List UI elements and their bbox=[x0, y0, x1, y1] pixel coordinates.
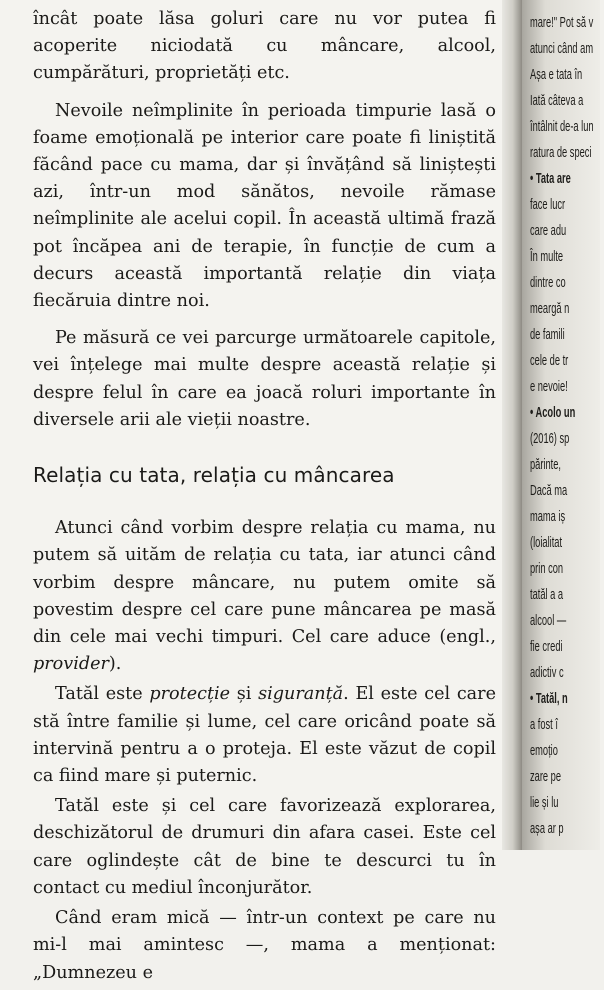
right-page-line: ratura de speci bbox=[530, 144, 592, 161]
p2-italic-b: siguranță bbox=[258, 684, 344, 705]
right-page-line: (loialitat bbox=[530, 534, 563, 551]
right-page-line: Dacă ma bbox=[530, 482, 568, 499]
right-page-line: care adu bbox=[530, 222, 567, 239]
right-page-line: (2016) sp bbox=[530, 430, 570, 447]
right-page-line: alcool — bbox=[530, 612, 567, 629]
paragraph-next-chapters: Pe măsură ce vei parcurge următoarele capitole, vei înțelege mai multe despre această relație și despre felul în care ea joacă roluri importante în diversele arii ale vieții noastre. bbox=[33, 328, 496, 430]
p2-text-b: și bbox=[230, 684, 259, 705]
right-page-line: așa ar p bbox=[530, 820, 564, 837]
right-page-line: întâlnit de-a lun bbox=[530, 118, 594, 135]
right-page-line: emoțio bbox=[530, 742, 558, 759]
right-page-line: adictiv c bbox=[530, 664, 564, 681]
p2-text-a: Tatăl este bbox=[55, 684, 150, 705]
right-page-line: prin con bbox=[530, 560, 564, 577]
right-page-text bbox=[530, 10, 604, 842]
right-page-line: lie și lu bbox=[530, 794, 559, 811]
right-page-line: mama iș bbox=[530, 508, 566, 525]
right-page-line: • Acolo un bbox=[530, 404, 576, 421]
paragraph-father-intro bbox=[33, 515, 496, 678]
right-page-line: a fost î bbox=[530, 716, 558, 733]
right-page-line: • Tatăl, n bbox=[530, 690, 568, 707]
right-page-line: Iată câteva a bbox=[530, 92, 584, 109]
paragraph-continuation: încât poate lăsa goluri care nu vor putea fi acoperite niciodată cu mâncare, alcool, cumpărături, proprietăți etc. bbox=[33, 9, 496, 84]
right-page-line: Așa e tata în bbox=[530, 66, 583, 83]
right-page-line: • Tata are bbox=[530, 170, 571, 187]
right-page-line: atunci când am bbox=[530, 40, 594, 57]
p2-text-c: . El este cel care stă între familie și lume, cel care oricând poate să intervină pentru a o proteja. El este văzut de copil ca fiind mare și puternic. bbox=[33, 684, 496, 787]
right-page bbox=[522, 0, 600, 850]
p1-text-a: Atunci când vorbim despre relația cu mama, nu putem să uităm de relația cu tata, iar atunci când vorbim despre mâncare, nu putem omite să povestim despre cel care pune mâncarea pe masă din cele mai vechi timpuri. Cel care aduce (engl., bbox=[33, 518, 496, 648]
right-page-line: de famili bbox=[530, 326, 565, 343]
paragraph-childhood-memory: Când eram mică — într-un context pe care nu mi-l mai amintesc —, mama a menționat: „Dumnezeu e bbox=[33, 908, 496, 983]
right-page-line: mare!" Pot să v bbox=[530, 14, 594, 31]
p1-italic: provider bbox=[33, 654, 109, 675]
paragraph-father-exploration: Tatăl este și cel care favorizează explorarea, deschizătorul de drumuri din afara casei. Este cel care oglindește cât de bine te descurci tu în contact cu mediul înconjurător. bbox=[33, 796, 496, 898]
section-heading: Relația cu tata, relația cu mâncarea bbox=[33, 463, 395, 488]
p1-text-b: ). bbox=[108, 654, 122, 675]
right-page-line: În multe bbox=[530, 248, 564, 265]
right-page-line: cele de tr bbox=[530, 352, 569, 369]
p2-italic-a: protecție bbox=[149, 684, 231, 705]
right-page-line: face lucr bbox=[530, 196, 566, 213]
right-page-line: zare pe bbox=[530, 768, 562, 785]
right-page-line: dintre co bbox=[530, 274, 566, 291]
body-text bbox=[33, 6, 496, 990]
right-page-line: meargă n bbox=[530, 300, 570, 317]
right-page-line: tatăl a a bbox=[530, 586, 564, 603]
right-page-line: fie credi bbox=[530, 638, 563, 655]
right-page-line: părinte, bbox=[530, 456, 562, 473]
paragraph-unmet-needs: Nevoile neîmplinite în perioada timpurie lasă o foame emoțională pe interior care poate fi liniștită făcând pace cu mama, dar și învățând să liniștești azi, într-un mod sănătos, nevoile rămase neîmplinite ale acelui copil. În această ultimă frază pot încăpea ani de terapie, în funcție de cum a decurs această importantă relație din viața fiecăruia dintre noi. bbox=[33, 100, 496, 312]
right-page-line: e nevoie! bbox=[530, 378, 568, 395]
paragraph-father-protection bbox=[33, 681, 496, 790]
